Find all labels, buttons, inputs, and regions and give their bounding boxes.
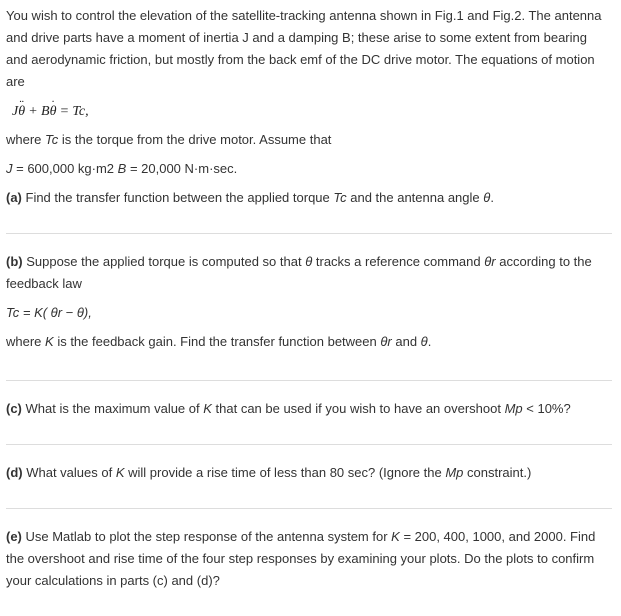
where-tc-line: where Tc is the torque from the drive motor. Assume that: [6, 132, 332, 147]
equation-of-motion: [6, 101, 612, 123]
part-c: (c) What is the maximum value of K that can be used if you wish to have an overshoot Mp < 10%?: [6, 401, 571, 416]
part-b: (b) Suppose the applied torque is computed so that θ tracks a reference command θr according to the feedback law: [6, 254, 592, 291]
part-d-label: (d): [6, 465, 23, 480]
eq-equals: =: [60, 104, 69, 119]
part-c-label: (c): [6, 401, 22, 416]
part-a: (a) Find the transfer function between the applied torque Tc and the antenna angle θ.: [6, 190, 494, 205]
where-k-line: where K is the feedback gain. Find the transfer function between θr and θ.: [6, 334, 432, 349]
eq-plus: +: [29, 104, 38, 119]
feedback-law: Tc = K( θr − θ),: [6, 305, 92, 320]
eq-theta-ddot: ¨ θ: [18, 101, 25, 123]
part-a-label: (a): [6, 190, 22, 205]
parameters-line: J = 600,000 kg·m2 B = 20,000 N·m·sec.: [6, 161, 238, 176]
part-d: (d) What values of K will provide a rise time of less than 80 sec? (Ignore the Mp constraint.): [6, 465, 532, 480]
part-b-label: (b): [6, 254, 23, 269]
part-e-label: (e): [6, 529, 22, 544]
eq-theta-dot: ˙ θ: [50, 101, 57, 123]
part-e: (e) Use Matlab to plot the step response of the antenna system for K = 200, 400, 1000, and 2000. Find the overshoot and rise time of the four step responses by examining your plots. Do the plots to confirm your calculations in parts (c) and (d)?: [6, 529, 596, 588]
eq-J: J: [12, 104, 19, 119]
eq-Tc: Tc,: [72, 104, 89, 119]
eq-B: B: [41, 104, 50, 119]
intro-paragraph: You wish to control the elevation of the satellite-tracking antenna shown in Fig.1 and Fig.2. The antenna and drive parts have a moment of inertia J and a damping B; these arise to some extent from bearing and aerodynamic friction, but mostly from the back emf of the DC drive motor. The equations of motion are: [6, 8, 602, 89]
problem-statement: [6, 5, 612, 599]
